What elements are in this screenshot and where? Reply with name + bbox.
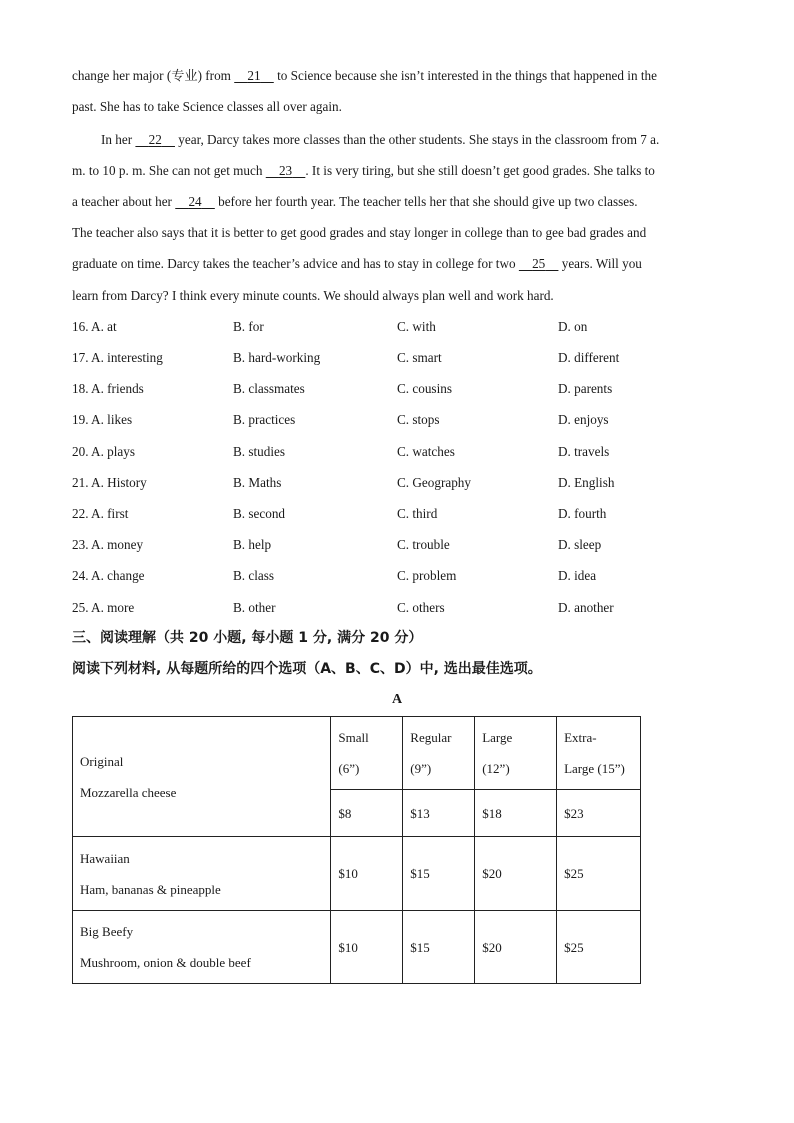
option-c: C. smart — [397, 350, 442, 365]
option-b: B. studies — [233, 444, 286, 459]
option-c: C. stops — [397, 412, 440, 427]
price-cell: $20 — [475, 911, 557, 984]
price-cell: $20 — [475, 837, 557, 911]
passage-line — [101, 131, 724, 149]
price-cell: $15 — [403, 837, 475, 911]
option-b: B. help — [233, 537, 272, 552]
row-name-cell — [73, 911, 331, 984]
pizza-desc: Mushroom, onion & double beef — [80, 955, 251, 970]
option-a: 18. A. friends — [72, 381, 144, 396]
option-d: D. on — [558, 319, 588, 334]
option-a: 23. A. money — [72, 537, 144, 552]
option-a: 25. A. more — [72, 600, 135, 615]
price-cell: $10 — [331, 911, 403, 984]
option-d: D. sleep — [558, 537, 602, 552]
passage-line — [72, 193, 724, 211]
option-a: 16. A. at — [72, 319, 117, 334]
section-instruction: 阅读下列材料, 从每题所给的四个选项（A、B、C、D）中, 选出最佳选项。 — [72, 661, 542, 677]
option-c: C. watches — [397, 444, 455, 459]
passage-text: a teacher about her — [72, 194, 176, 209]
option-d: D. enjoys — [558, 412, 609, 427]
price-cell: $13 — [403, 790, 475, 837]
option-c: C. trouble — [397, 537, 450, 552]
price-cell: $15 — [403, 911, 475, 984]
passage-line: past. She has to take Science classes all over again. — [72, 99, 342, 114]
option-b: B. second — [233, 506, 286, 521]
passage-text: graduate on time. Darcy takes the teacher’s advice and has to stay in college for two — [72, 256, 519, 271]
price-cell: $8 — [331, 790, 403, 837]
option-d: D. travels — [558, 444, 610, 459]
blank-23: 23 — [278, 163, 293, 178]
price-cell: $25 — [557, 837, 641, 911]
pizza-price-table — [72, 716, 641, 984]
blank-25: 25 — [532, 256, 546, 271]
option-c: C. third — [397, 506, 438, 521]
option-c: C. cousins — [397, 381, 452, 396]
option-d: D. another — [558, 600, 614, 615]
size-header: Extra- Large (15”) — [557, 717, 641, 790]
price-cell: $23 — [557, 790, 641, 837]
blank-22: 22 — [148, 132, 162, 147]
option-a: 24. A. change — [72, 568, 145, 583]
option-b: B. for — [233, 319, 264, 334]
option-c: C. problem — [397, 568, 457, 583]
size-header: Small (6”) — [331, 717, 403, 790]
option-d: D. idea — [558, 568, 597, 583]
option-b: B. other — [233, 600, 276, 615]
passage-line: learn from Darcy? I think every minute counts. We should always plan well and work hard. — [72, 288, 554, 303]
blank-21: 21 — [247, 68, 261, 83]
section-title: 三、阅读理解（共 20 小题, 每小题 1 分, 满分 20 分） — [72, 630, 423, 646]
option-b: B. class — [233, 568, 275, 583]
size-header: Large (12”) — [475, 717, 557, 790]
option-b: B. Maths — [233, 475, 282, 490]
option-b: B. hard-working — [233, 350, 321, 365]
passage-text: m. to 10 p. m. She can not get much — [72, 163, 266, 178]
option-d: D. different — [558, 350, 620, 365]
option-d: D. English — [558, 475, 615, 490]
pizza-desc: Mozzarella cheese — [80, 784, 177, 800]
passage-line — [72, 255, 724, 273]
passage-line — [72, 162, 724, 180]
passage-line: The teacher also says that it is better to get good grades and stay longer in college than to gee bad grades and — [72, 225, 647, 240]
option-d: D. parents — [558, 381, 613, 396]
pizza-name: Original — [80, 753, 124, 769]
option-a: 17. A. interesting — [72, 350, 163, 365]
pizza-name: Hawaiian — [80, 850, 130, 866]
price-cell: $10 — [331, 837, 403, 911]
row-name-cell — [73, 717, 331, 837]
price-cell: $25 — [557, 911, 641, 984]
option-d: D. fourth — [558, 506, 607, 521]
passage-label: A — [391, 692, 403, 707]
option-a: 20. A. plays — [72, 444, 136, 459]
option-a: 21. A. History — [72, 475, 147, 490]
passage-line — [72, 67, 724, 85]
option-c: C. Geography — [397, 475, 471, 490]
passage-text: In her — [101, 132, 136, 147]
option-c: C. others — [397, 600, 445, 615]
passage-text: to Science because she isn’t interested in the things that happened in the — [273, 68, 657, 83]
passage-text: change her major (专业) from — [72, 68, 235, 83]
option-b: B. classmates — [233, 381, 305, 396]
pizza-desc: Ham, bananas & pineapple — [80, 881, 221, 897]
option-a: 19. A. likes — [72, 412, 133, 427]
option-b: B. practices — [233, 412, 296, 427]
passage-text: . It is very tiring, but she still doesn’t get good grades. She talks to — [305, 163, 655, 178]
size-header: Regular (9”) — [403, 717, 475, 790]
option-a: 22. A. first — [72, 506, 129, 521]
blank-24: 24 — [188, 194, 202, 209]
passage-text: years. Will you — [558, 256, 642, 271]
price-cell: $18 — [475, 790, 557, 837]
option-c: C. with — [397, 319, 436, 334]
row-name-cell — [73, 837, 331, 911]
passage-text: before her fourth year. The teacher tells her that she should give up two classes. — [214, 194, 638, 209]
pizza-name: Big Beefy — [80, 924, 134, 939]
passage-text: year, Darcy takes more classes than the other students. She stays in the classroom from 7 a. — [174, 132, 660, 147]
